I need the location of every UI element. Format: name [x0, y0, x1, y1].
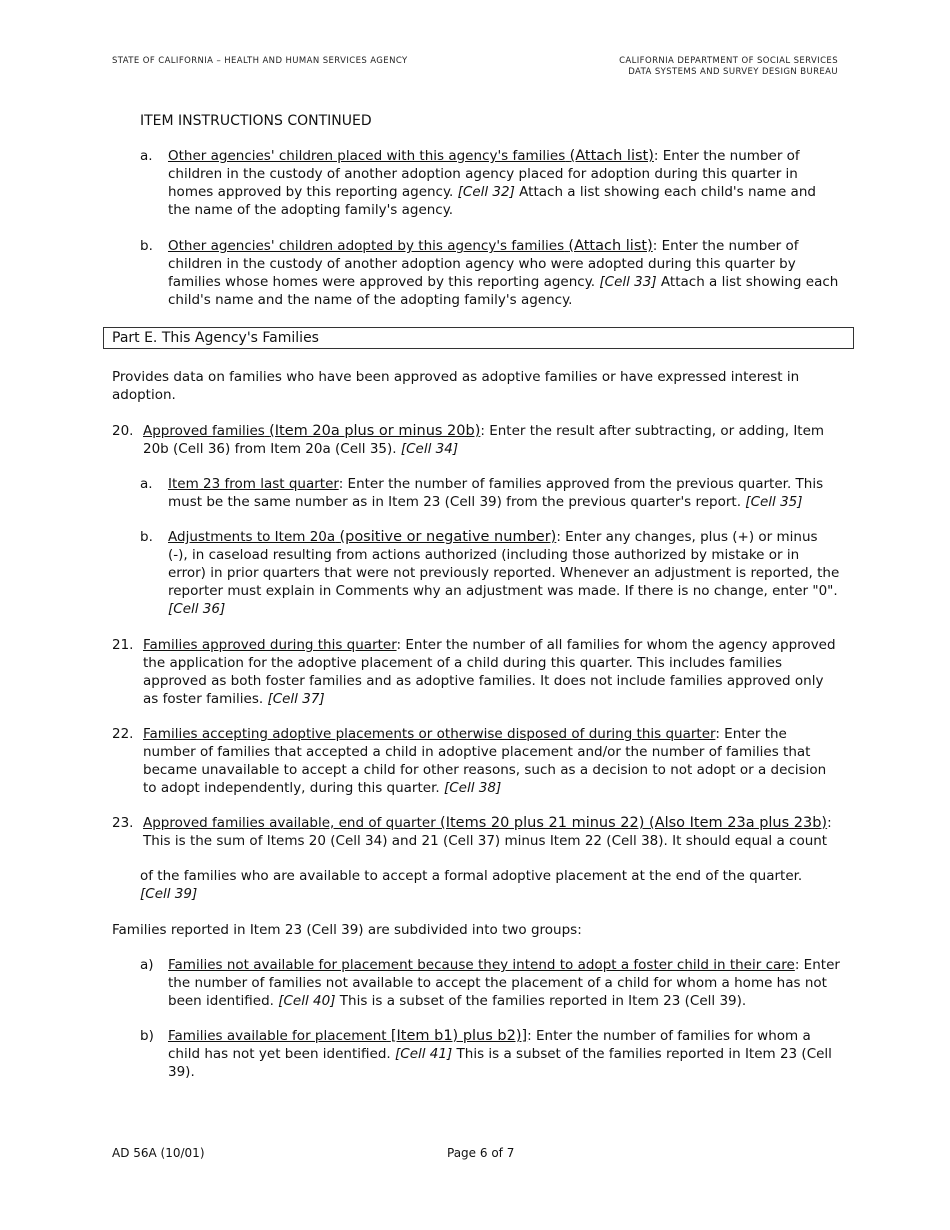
item-b — [140, 237, 840, 309]
cell-reference: [Cell 36] — [168, 601, 226, 617]
item-body: : Enter the result after subtracting, or adding, Item 20b (Cell 36) from Item 20a (Cell 35). — [143, 423, 825, 457]
item-title-tail: (Attach list) — [568, 238, 653, 254]
cell-reference: [Cell 40] — [278, 993, 336, 1009]
item-body-tail: Attach a list showing each child's name and the name of the adopting family's agency. — [168, 274, 839, 308]
item-text — [143, 814, 842, 850]
item-body: : Enter the number of families approved from the previous quarter. This must be the same number as in Item 23 (Cell 39) from the previous quarter's report. — [168, 476, 824, 510]
item-label: a) — [140, 957, 154, 973]
item-23 — [112, 814, 842, 850]
item-title-tail: [Item b1) plus b2)] — [390, 1028, 528, 1044]
item-title-tail: (positive or negative number) — [339, 529, 557, 545]
agency-name: STATE OF CALIFORNIA – HEALTH AND HUMAN SERVICES AGENCY — [112, 56, 408, 66]
item-20 — [112, 422, 842, 458]
item-body: : Enter the number of families not available to accept the placement of a child for whom a home has not been identified. — [168, 957, 840, 1009]
part-e-intro: Provides data on families who have been approved as adoptive families or have expressed interest in adoption. — [112, 369, 800, 403]
item-body: : This is the sum of Items 20 (Cell 34) and 21 (Cell 37) minus Item 22 (Cell 38). It should equal a count — [143, 815, 832, 849]
item-title: Item 23 from last quarter — [168, 476, 339, 492]
item-title: Families not available for placement because they intend to adopt a foster child in their care — [168, 957, 795, 973]
item-title-tail: (Item 20a plus or minus 20b) — [269, 423, 481, 439]
item-text — [168, 147, 840, 219]
item-title-tail: (Items 20 plus 21 minus 22) (Also Item 23a plus 23b) — [440, 815, 828, 831]
item-text — [168, 956, 840, 1010]
item-text — [168, 475, 840, 511]
item-body: : Enter any changes, plus (+) or minus (-), in caseload resulting from actions authorized (including those authorized by mistake or in error) in prior quarters that were not previously reported. Whenever an adjustment is reported, the reporter must explain in Comments why an adjustment was made. If there is no change, enter "0". — [168, 529, 840, 599]
item-text — [168, 1027, 840, 1081]
item-23-continued — [140, 867, 840, 903]
item-title: Other agencies' children adopted by this agency's families — [168, 238, 565, 254]
item-label: b. — [140, 529, 153, 545]
item-text — [168, 528, 840, 618]
cell-reference: [Cell 34] — [400, 441, 459, 457]
item-body: : Enter the number of children in the custody of another adoption agency placed for adoption during this quarter in homes approved by this reporting agency. — [168, 148, 800, 200]
item-number: 22. — [112, 726, 134, 742]
item-body: : Enter the number of all families for whom the agency approved the application for the adoptive placement of a child during this quarter. This includes families approved as both foster families and as adoptive families. It does not include families approved only as foster families. — [143, 637, 836, 707]
item-title: Adjustments to Item 20a — [168, 529, 336, 545]
cell-reference: [Cell 33] — [599, 274, 657, 290]
item-title: Approved families available, end of quarter — [143, 815, 436, 831]
item-body-tail: This is a subset of the families reported in Item 23 (Cell 39). — [168, 1046, 832, 1080]
item-a — [140, 147, 840, 219]
item-body: : Enter the number of families for whom a child has not yet been identified. — [168, 1028, 811, 1062]
bureau-name: DATA SYSTEMS AND SURVEY DESIGN BUREAU — [628, 67, 838, 77]
item-number: 23. — [112, 815, 134, 831]
item-title: Approved families — [143, 423, 265, 439]
section-title: ITEM INSTRUCTIONS CONTINUED — [140, 113, 372, 129]
item-body-tail: This is a subset of the families reported in Item 23 (Cell 39). — [335, 993, 747, 1009]
item-20b — [140, 528, 840, 618]
item-title: Families approved during this quarter — [143, 637, 397, 653]
form-id: AD 56A (10/01) — [112, 1146, 205, 1160]
cell-reference: [Cell 37] — [267, 691, 325, 707]
cell-reference: [Cell 39] — [140, 886, 198, 902]
item-body-tail: Attach a list showing each child's name and the name of the adopting family's agency. — [168, 184, 816, 218]
item-22 — [112, 725, 842, 797]
item-title: Families accepting adoptive placements or otherwise disposed of during this quarter — [143, 726, 716, 742]
group-b — [140, 1027, 840, 1081]
item-label: b) — [140, 1028, 154, 1044]
agency-header — [112, 56, 408, 67]
item-text — [143, 422, 842, 458]
department-name: CALIFORNIA DEPARTMENT OF SOCIAL SERVICES — [619, 56, 838, 66]
subdivided-intro: Families reported in Item 23 (Cell 39) are subdivided into two groups: — [112, 922, 582, 938]
item-body: : Enter the number of children in the custody of another adoption agency who were adopted during this quarter by families whose homes were approved by this reporting agency. — [168, 238, 799, 290]
page-number: Page 6 of 7 — [447, 1146, 515, 1160]
item-20a — [140, 475, 840, 511]
cell-reference: [Cell 38] — [443, 780, 502, 796]
item-label: a. — [140, 476, 153, 492]
cell-reference: [Cell 41] — [395, 1046, 453, 1062]
cell-reference: [Cell 32] — [457, 184, 515, 200]
item-body: : Enter the number of families that accepted a child in adoptive placement and/or the number of families that became unavailable to accept a child for other reasons, such as a decision to not adopt or a decision to adopt independently, during this quarter. — [143, 726, 827, 796]
item-text — [143, 725, 842, 797]
item-text — [168, 237, 840, 309]
item-title: Families available for placement — [168, 1028, 387, 1044]
item-title-tail: (Attach list) — [569, 148, 654, 164]
item-body-tail: of the families who are available to accept a formal adoptive placement at the end of the quarter. — [140, 868, 803, 884]
department-header — [619, 56, 838, 78]
group-a — [140, 956, 840, 1010]
part-e-heading: Part E. This Agency's Families — [103, 327, 854, 349]
item-text — [143, 636, 842, 708]
item-label: b. — [140, 238, 153, 254]
item-number: 21. — [112, 637, 134, 653]
item-21 — [112, 636, 842, 708]
item-number: 20. — [112, 423, 134, 439]
item-label: a. — [140, 148, 153, 164]
cell-reference: [Cell 35] — [745, 494, 803, 510]
item-title: Other agencies' children placed with this agency's families — [168, 148, 566, 164]
